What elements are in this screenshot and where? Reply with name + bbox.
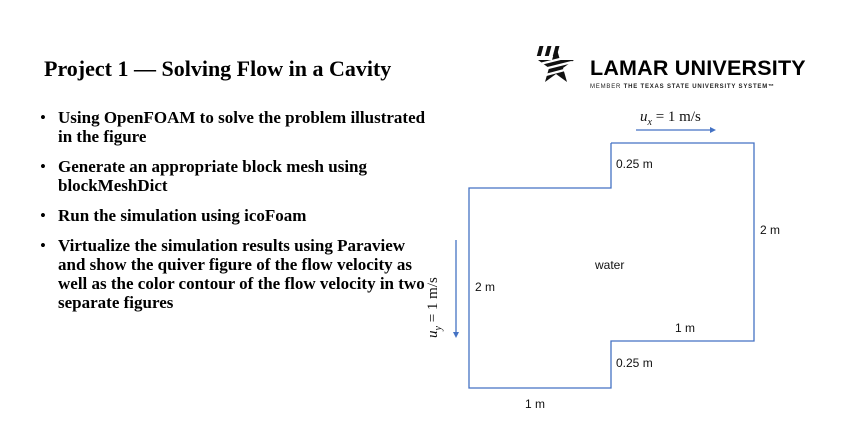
bullet-item: • Using OpenFOAM to solve the problem illustrated in the figure bbox=[40, 108, 426, 146]
bullet-text: Using OpenFOAM to solve the problem illustrated in the figure bbox=[58, 108, 426, 146]
dim-top-step: 0.25 m bbox=[616, 157, 653, 171]
slide-title: Project 1 — Solving Flow in a Cavity bbox=[44, 56, 392, 81]
bullet-text: Generate an appropriate block mesh using blockMeshDict bbox=[58, 157, 368, 195]
logo-name: LAMAR UNIVERSITY bbox=[590, 56, 806, 80]
ux-var: u bbox=[640, 109, 648, 125]
logo-member-system: THE TEXAS STATE UNIVERSITY SYSTEM™ bbox=[623, 84, 775, 90]
dim-bottom-step-width: 1 m bbox=[675, 321, 696, 335]
logo-member-prefix: MEMBER bbox=[590, 84, 622, 90]
ux-arrowhead-icon bbox=[710, 127, 716, 133]
ux-value: = 1 m/s bbox=[655, 109, 701, 125]
bullet-item: • Run the simulation using icoFoam bbox=[40, 206, 307, 225]
dim-bottom-step: 0.25 m bbox=[616, 356, 653, 370]
uy-value: = 1 m/s bbox=[425, 277, 441, 323]
bullet-text: Virtualize the simulation results using Paraview and show the quiver figure of the flow velocity as well as the color contour of the flow velocity in two separate figures bbox=[58, 236, 425, 312]
dim-right: 2 m bbox=[760, 223, 781, 237]
uy-sub: y bbox=[433, 326, 444, 331]
uy-label bbox=[425, 277, 444, 338]
ux-sub: x bbox=[647, 117, 652, 128]
ux-label bbox=[640, 109, 701, 128]
bullet-text: Run the simulation using icoFoam bbox=[58, 206, 307, 225]
dim-left: 2 m bbox=[475, 280, 496, 294]
bullet-item: • Generate an appropriate block mesh using blockMeshDict bbox=[40, 157, 368, 195]
fluid-label: water bbox=[595, 258, 625, 272]
uy-var: u bbox=[425, 330, 441, 338]
uy-arrowhead-icon bbox=[453, 332, 459, 338]
dim-bottom: 1 m bbox=[525, 397, 546, 411]
bullet-item: • Virtualize the simulation results using Paraview and show the quiver figure of the flow velocity as well as the color contour of the flow velocity in two separate figures bbox=[40, 236, 425, 312]
